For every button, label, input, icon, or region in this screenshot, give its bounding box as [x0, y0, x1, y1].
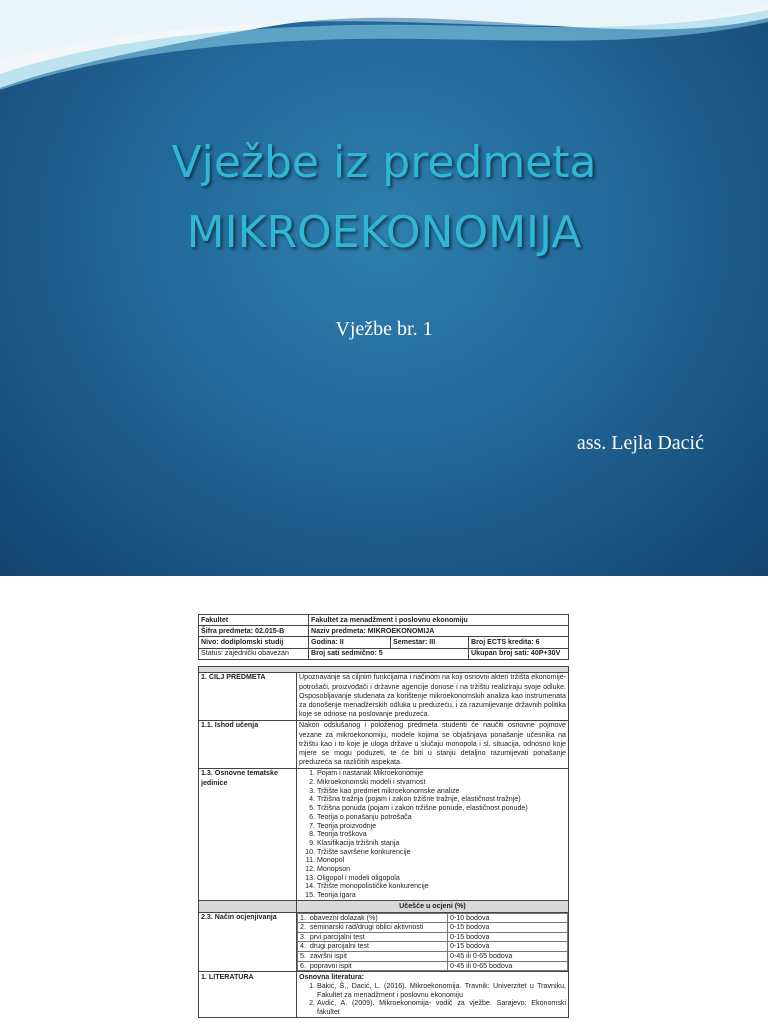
semestar: Semestar: III	[391, 637, 469, 648]
list-item: 11. Monopol	[317, 856, 566, 865]
list-item: 1. Bakić, Š., Dacić, L. (2016). Mikroekonomija. Travnik: Univerzitet u Travniku, Fakultet za menadžment i poslovnu ekonomiju	[317, 982, 566, 999]
ocjena-cell	[297, 912, 569, 972]
slide-subtitle: Vježbe br. 1	[335, 318, 433, 340]
ocjena-header: Učešće u ocjeni (%)	[297, 901, 569, 912]
list-item: 5. Tržišna ponuda (pojam i zakon tržišne ponude, elastičnost ponude)	[317, 804, 566, 813]
list-item: 10. Tržište savršene konkurencije	[317, 848, 566, 857]
fakultet-label: Fakultet	[199, 615, 309, 626]
list-item: 6. Teorija o ponašanju potrošača	[317, 813, 566, 822]
ocjena-points: 0-15 bodova	[448, 942, 568, 952]
syllabus-document	[198, 614, 568, 1018]
cilj-label: 1. CILJ PREDMETA	[199, 672, 297, 720]
slide-title-line1: Vježbe iz predmeta	[171, 137, 597, 188]
ishod-label: 1.1. Ishod učenja	[199, 720, 297, 768]
table-row: 4. drugi parcijalni test	[298, 942, 448, 952]
ocjena-table	[297, 913, 568, 972]
list-item: 13. Oligopol i modeli oligopola	[317, 874, 566, 883]
list-item: 3. Tržište kao predmet mikroekonomske analize	[317, 787, 566, 796]
naziv-predmeta: Naziv predmeta: MIKROEKONOMIJA	[309, 626, 569, 637]
ocjena-points: 0-10 bodova	[448, 913, 568, 923]
table-row: 2. seminarski rad/drugi oblici aktivnosti	[298, 923, 448, 933]
list-item: 2. Mikroekonomski modeli i stvarnost	[317, 778, 566, 787]
table-row: 6. popravni ispit	[298, 961, 448, 971]
teme-list	[299, 769, 566, 900]
list-item: 4. Tržišna tražnja (pojam i zakon tržišne tražnje, elastičnost tražnje)	[317, 795, 566, 804]
table-row: 3. prvi parcijalni test	[298, 932, 448, 942]
list-item: 1. Pojam i nastanak Mikroekonomije	[317, 769, 566, 778]
slide-author: ass. Lejla Dacić	[576, 432, 704, 454]
ocjena-points: 0-15 bodova	[448, 932, 568, 942]
ukupno-sati: Ukupan broj sati: 40P+30V	[469, 648, 569, 659]
literatura-cell	[297, 972, 569, 1018]
list-item: 8. Teorija troškova	[317, 830, 566, 839]
syllabus-header-table	[198, 614, 569, 660]
list-item: 12. Monopson	[317, 865, 566, 874]
literatura-label: 1. LITERATURA	[199, 972, 297, 1018]
table-row: 5. završni ispit	[298, 951, 448, 961]
list-item: 9. Klasifikacija tržišnih stanja	[317, 839, 566, 848]
ects: Broj ECTS kredita: 6	[469, 637, 569, 648]
list-item: 2. Avdić, A. (2009). Mikroekonomija- vodič za vježbe. Sarajevo: Ekonomski fakultet	[317, 999, 566, 1016]
sati-sedmicno: Broj sati sedmično: 5	[309, 648, 469, 659]
ocjena-spacer	[199, 901, 297, 912]
syllabus-body-table	[198, 666, 569, 1018]
ocjena-label: 2.3. Način ocjenjivanja	[199, 912, 297, 972]
literatura-heading: Osnovna literatura:	[299, 972, 365, 981]
table-row: 1. obavezni dolazak (%)	[298, 913, 448, 923]
teme-cell	[297, 768, 569, 901]
fakultet-value: Fakultet za menadžment i poslovnu ekonomiju	[309, 615, 569, 626]
list-item: 14. Tržište monopolističke konkurencije	[317, 882, 566, 891]
sifra-predmeta: Šifra predmeta: 02.015-B	[199, 626, 309, 637]
status: Status: zajednički obavezan	[199, 648, 309, 659]
teme-label: 1.3. Osnovne tematske jedinice	[199, 768, 297, 901]
ocjena-points: 0-45 ili 0-65 bodova	[448, 951, 568, 961]
godina: Godina: II	[309, 637, 391, 648]
ishod-text: Nakon odslušanog i položenog predmeta studenti će naučiti osnovne pojmove vezane za mikroekonomiju, modele kojima se objašnjava ponašanje učesnika na tržištu kao i to koje je uloga države u slučaju monopola i sl. situacija, odnosno koje mjere se mogu poduzeti, te će biti u stanju detaljno razumijevati ponašanje preduzeća sa različitih aspekata.	[297, 720, 569, 768]
decorative-waves	[0, 0, 768, 100]
slide-title-line2: MIKROEKONOMIJA	[186, 207, 582, 258]
nivo: Nivo: dodiplomski studij	[199, 637, 309, 648]
list-item: 15. Teorija igara	[317, 891, 566, 900]
ocjena-points: 0-45 ili 0-65 bodova	[448, 961, 568, 971]
list-item: 7. Teorija proizvodnje	[317, 822, 566, 831]
ocjena-points: 0-15 bodova	[448, 923, 568, 933]
literatura-list	[299, 982, 566, 1017]
cilj-text: Upoznavanje sa ciljnim funkcijama i načinom na koji osnovni akteri tržišta ekonomije-potrošači, proizvođači i državne agencije donose i na tržištu realiziraju svoje odluke. Osposobljavanje studenata za korištenje mikroekonomskih analiza kao instrumenata za donošenje menadžerskih odluka u preduzeću, i za razumijevanje državnih politika koje se odnose na poslovanje preduzeća.	[297, 672, 569, 720]
